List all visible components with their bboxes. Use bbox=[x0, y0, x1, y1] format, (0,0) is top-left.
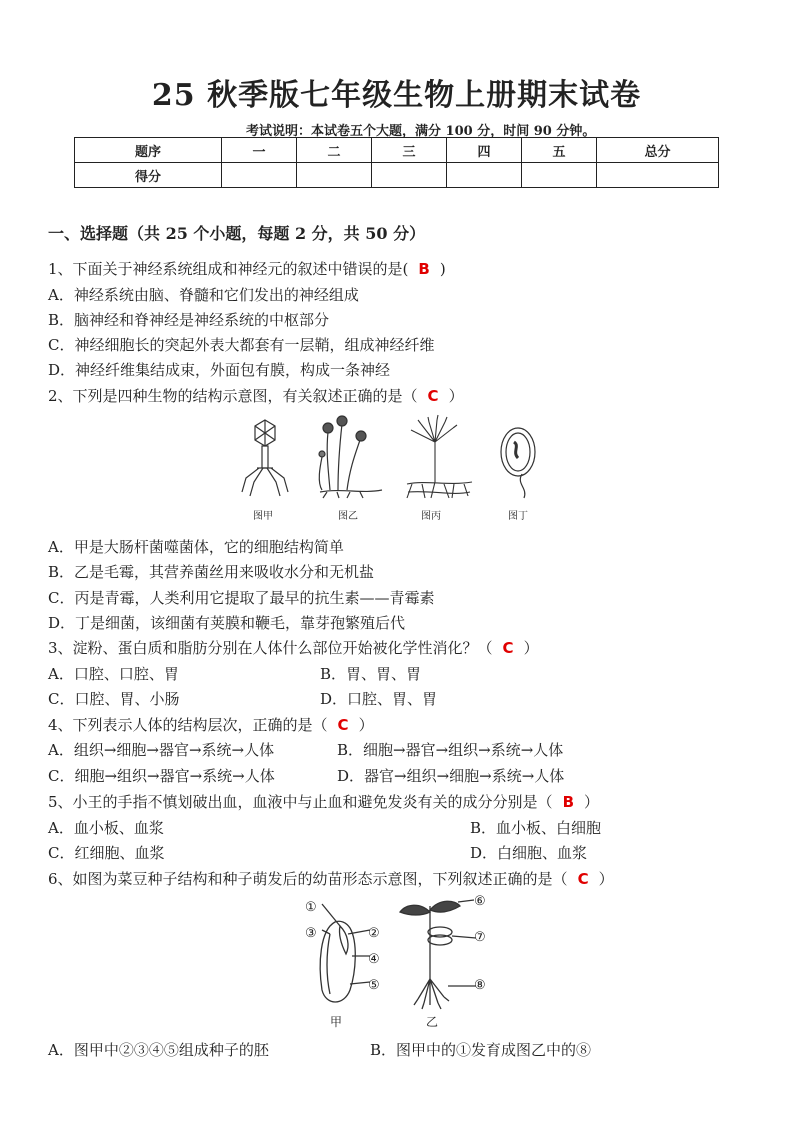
question-3-stem bbox=[48, 638, 539, 658]
score-cell[interactable] bbox=[522, 163, 597, 188]
caption-yi: 图乙 bbox=[338, 511, 358, 522]
option-d: D．白细胞、血浆 bbox=[470, 844, 588, 862]
stem-text: 3、淀粉、蛋白质和脂肪分别在人体什么部位开始被化学性消化？（ bbox=[48, 639, 493, 657]
option-b: B．图甲中的①发育成图乙中的⑧ bbox=[370, 1041, 592, 1059]
seed-label-2: ② bbox=[368, 926, 380, 941]
header-cell: 四 bbox=[447, 138, 522, 163]
question-5-stem bbox=[48, 792, 599, 812]
header-cell: 题序 bbox=[75, 138, 222, 163]
option-a: A．神经系统由脑、脊髓和它们发出的神经组成 bbox=[48, 286, 359, 304]
bean-seed-figure bbox=[300, 894, 500, 1014]
seed-label-4: ④ bbox=[368, 952, 380, 967]
answer-mark: C bbox=[577, 870, 589, 888]
answer-mark: C bbox=[427, 387, 439, 405]
stem-text: ） bbox=[598, 870, 614, 888]
option-b: B．血小板、白细胞 bbox=[470, 819, 602, 837]
seed-label-1: ① bbox=[305, 900, 317, 915]
stem-text: 2、下列是四种生物的结构示意图，有关叙述正确的是（ bbox=[48, 387, 418, 405]
question-4-stem bbox=[48, 715, 374, 735]
bacterium-drawing bbox=[501, 428, 535, 498]
option-d: D．丁是细菌，该细菌有荚膜和鞭毛，靠芽孢繁殖后代 bbox=[48, 614, 406, 632]
row-label: 得分 bbox=[75, 163, 222, 188]
option-c: C．细胞→组织→器官→系统→人体 bbox=[48, 767, 275, 785]
answer-mark: C bbox=[337, 716, 349, 734]
penicillium-drawing bbox=[407, 415, 472, 498]
option-b: B．脑神经和脊神经是神经系统的中枢部分 bbox=[48, 311, 330, 329]
score-cell[interactable] bbox=[222, 163, 297, 188]
answer-mark: B bbox=[562, 793, 574, 811]
header-cell: 三 bbox=[372, 138, 447, 163]
answer-mark: B bbox=[418, 260, 430, 278]
stem-text: ） bbox=[523, 639, 539, 657]
stem-text: ） bbox=[584, 793, 600, 811]
stem-text: ) bbox=[439, 260, 446, 278]
stem-text: ） bbox=[358, 716, 374, 734]
question-2-stem bbox=[48, 386, 464, 406]
mucor-drawing bbox=[319, 416, 382, 498]
score-table bbox=[74, 137, 719, 188]
stem-text: 6、如图为菜豆种子结构和种子萌发后的幼苗形态示意图，下列叙述正确的是（ bbox=[48, 870, 568, 888]
exam-note: 考试说明：本试卷五个大题，满分 100 分，时间 90 分钟。 bbox=[246, 124, 596, 139]
option-b: B．胃、胃、胃 bbox=[320, 665, 422, 683]
caption-ding: 图丁 bbox=[508, 511, 528, 522]
header-cell: 五 bbox=[522, 138, 597, 163]
organisms-figure bbox=[232, 412, 552, 522]
option-c: C．口腔、胃、小肠 bbox=[48, 690, 180, 708]
score-cell[interactable] bbox=[297, 163, 372, 188]
question-6-stem bbox=[48, 869, 614, 889]
score-cell[interactable] bbox=[447, 163, 522, 188]
answer-mark: C bbox=[502, 639, 514, 657]
score-table-header-row bbox=[75, 138, 719, 163]
seed-label-5: ⑤ bbox=[368, 978, 380, 993]
seedling-label-6: ⑥ bbox=[474, 894, 486, 909]
option-a: A．组织→细胞→器官→系统→人体 bbox=[48, 741, 275, 759]
stem-text: 1、下面关于神经系统组成和神经元的叙述中错误的是( bbox=[48, 260, 409, 278]
phage-drawing bbox=[242, 420, 288, 496]
option-a: A．血小板、血浆 bbox=[48, 819, 164, 837]
seedling-label-7: ⑦ bbox=[474, 930, 486, 945]
caption-seed: 甲 bbox=[330, 1015, 343, 1029]
section-heading: 一、选择题（共 25 个小题，每题 2 分，共 50 分） bbox=[48, 224, 426, 243]
option-c: C．红细胞、血浆 bbox=[48, 844, 165, 862]
option-d: D．口腔、胃、胃 bbox=[320, 690, 438, 708]
caption-bing: 图丙 bbox=[421, 511, 441, 522]
seed-drawing bbox=[320, 904, 370, 1002]
page-title: 25 秋季版七年级生物上册期末试卷 bbox=[151, 78, 642, 113]
header-cell: 总分 bbox=[597, 138, 719, 163]
option-d: D．神经纤维集结成束，外面包有膜，构成一条神经 bbox=[48, 361, 391, 379]
option-a: A．甲是大肠杆菌噬菌体，它的细胞结构简单 bbox=[48, 538, 344, 556]
caption-jia: 图甲 bbox=[253, 511, 273, 522]
score-cell[interactable] bbox=[372, 163, 447, 188]
option-c: C．神经细胞长的突起外表大都套有一层鞘，组成神经纤维 bbox=[48, 336, 435, 354]
question-1-stem bbox=[48, 259, 446, 279]
option-d: D．器官→组织→细胞→系统→人体 bbox=[337, 767, 565, 785]
header-cell: 二 bbox=[297, 138, 372, 163]
caption-seedling: 乙 bbox=[426, 1015, 439, 1029]
option-a: A．图甲中②③④⑤组成种子的胚 bbox=[48, 1041, 269, 1059]
score-table-score-row bbox=[75, 163, 719, 188]
header-cell: 一 bbox=[222, 138, 297, 163]
stem-text: ） bbox=[448, 387, 464, 405]
score-cell[interactable] bbox=[597, 163, 719, 188]
option-b: B．乙是毛霉，其营养菌丝用来吸收水分和无机盐 bbox=[48, 563, 375, 581]
seed-label-3: ③ bbox=[305, 926, 317, 941]
stem-text: 5、小王的手指不慎划破出血，血液中与止血和避免发炎有关的成分分别是（ bbox=[48, 793, 553, 811]
stem-text: 4、下列表示人体的结构层次，正确的是（ bbox=[48, 716, 328, 734]
option-c: C．丙是青霉，人类利用它提取了最早的抗生素——青霉素 bbox=[48, 589, 435, 607]
seedling-label-8: ⑧ bbox=[474, 978, 486, 993]
option-a: A．口腔、口腔、胃 bbox=[48, 665, 179, 683]
seedling-drawing bbox=[400, 900, 476, 1009]
option-b: B．细胞→器官→组织→系统→人体 bbox=[337, 741, 564, 759]
